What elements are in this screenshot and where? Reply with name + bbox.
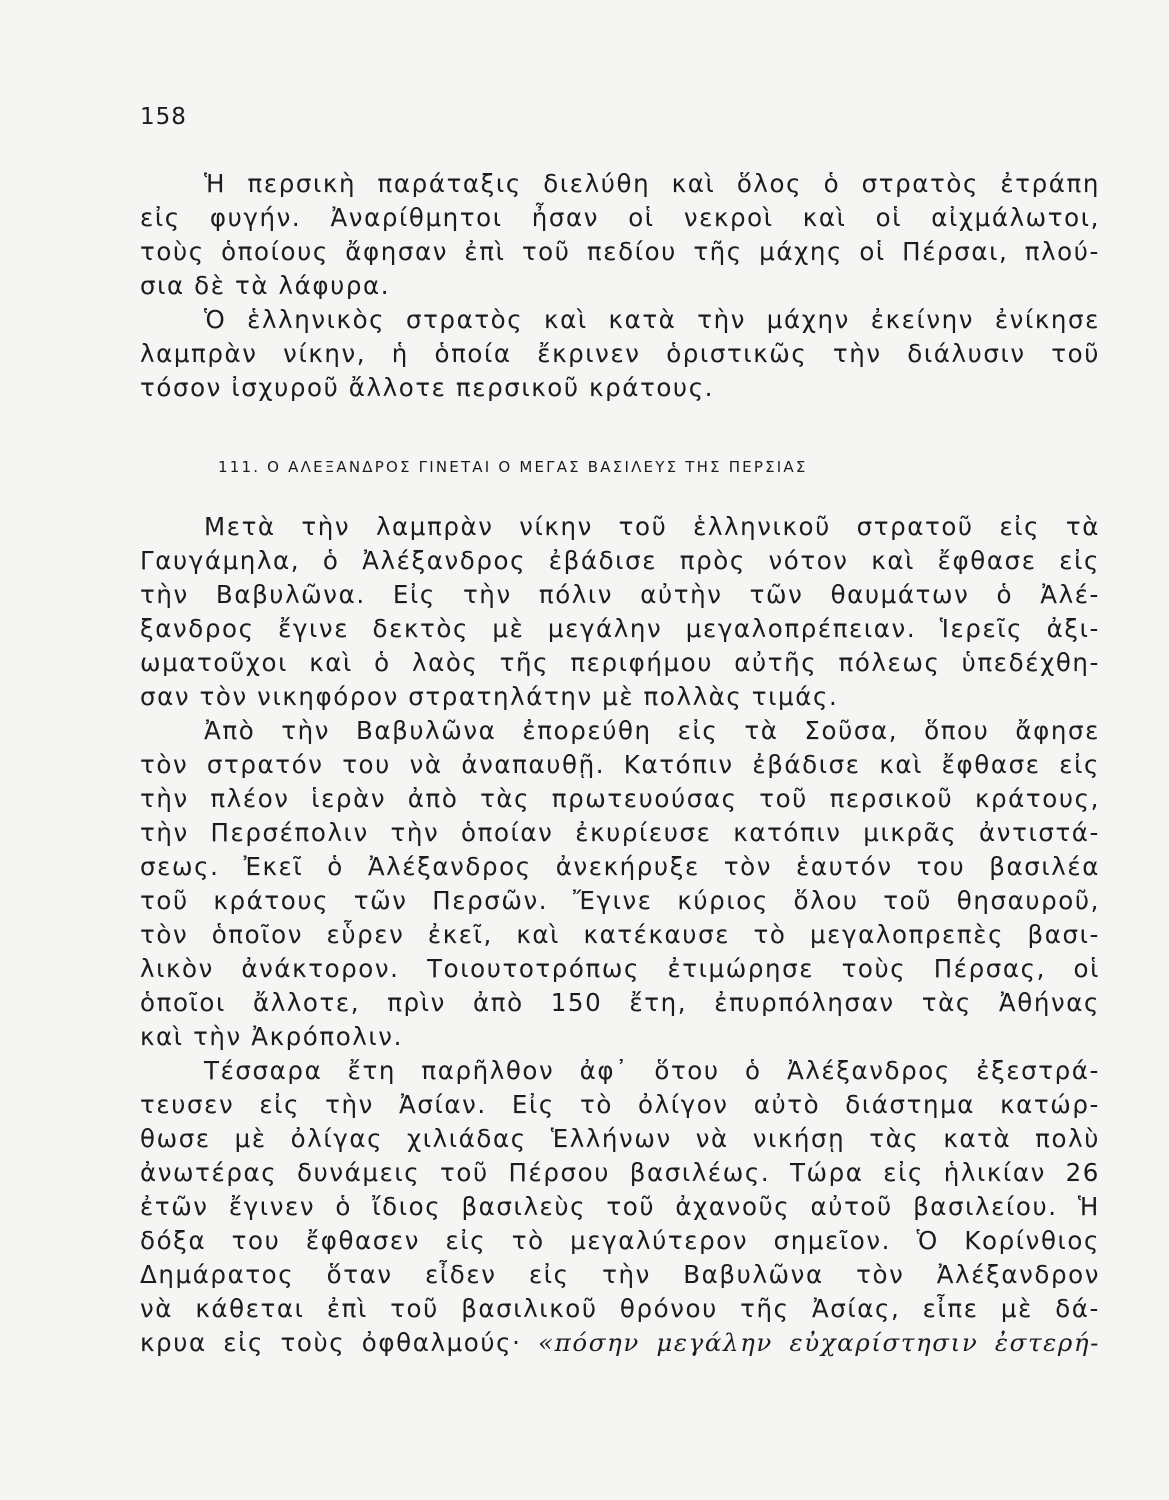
text-line: [140, 884, 1100, 918]
line-text: νὰ κάθεται ἐπὶ τοῦ βασιλικοῦ θρόνου τῆς Ἀσίας, εἶπε μὲ δά-: [140, 1294, 1100, 1323]
line-text: τὸν στρατόν του νὰ ἀναπαυθῇ. Κατόπιν ἐβάδισε καὶ ἔφθασε εἰς: [140, 750, 1100, 779]
text-line: [140, 1054, 1100, 1088]
line-text: Δημάρατος ὅταν εἶδεν εἰς τὴν Βαβυλῶνα τὸν Ἀλέξανδρον: [140, 1260, 1100, 1289]
line-text: τοὺς ὁποίους ἄφησαν ἐπὶ τοῦ πεδίου τῆς μάχης οἱ Πέρσαι, πλού-: [140, 237, 1100, 266]
line-text: τὴν πλέον ἱερὰν ἀπὸ τὰς πρωτευούσας τοῦ περσικοῦ κράτους,: [140, 784, 1100, 813]
text-line: [140, 850, 1100, 884]
line-text: τὴν Περσέπολιν τὴν ὁποίαν ἐκυρίευσε κατόπιν μικρᾶς ἀντιστά-: [140, 818, 1100, 847]
line-text: Ἀπὸ τὴν Βαβυλῶνα ἐπορεύθη εἰς τὰ Σοῦσα, ὅπου ἄφησε: [204, 716, 1100, 745]
text-line: [140, 612, 1100, 646]
line-text: ωματοῦχοι καὶ ὁ λαὸς τῆς περιφήμου αὐτῆς πόλεως ὑπεδέχθη-: [140, 648, 1100, 677]
line-text: τόσον ἰσχυροῦ ἄλλοτε περσικοῦ κράτους.: [140, 373, 715, 402]
text-line: [140, 986, 1100, 1020]
paragraph-block-alexander: [140, 510, 1100, 1360]
text-line: [140, 544, 1100, 578]
text-line: [140, 1292, 1100, 1326]
text-line: [140, 167, 1100, 201]
text-line: [140, 816, 1100, 850]
text-line: [140, 714, 1100, 748]
text-line: [140, 269, 1100, 303]
line-text: ξανδρος ἔγινε δεκτὸς μὲ μεγάλην μεγαλοπρέπειαν. Ἱερεῖς ἀξι-: [140, 614, 1100, 643]
line-text: καὶ τὴν Ἀκρόπολιν.: [140, 1022, 403, 1051]
paragraph-block-battle: [140, 167, 1100, 405]
text-line: [140, 510, 1100, 544]
section-heading: 111. Ο ΑΛΕΞΑΝΔΡΟΣ ΓΙΝΕΤΑΙ Ο ΜΕΓΑΣ ΒΑΣΙΛΕΥΣ ΤΗΣ ΠΕΡΣΙΑΣ: [218, 458, 808, 476]
line-text: σια δὲ τὰ λάφυρα.: [140, 271, 391, 300]
line-text: ἐτῶν ἔγινεν ὁ ἴδιος βασιλεὺς τοῦ ἀχανοῦς αὐτοῦ βασιλείου. Ἡ: [140, 1192, 1100, 1221]
line-text: τὴν Βαβυλῶνα. Εἰς τὴν πόλιν αὐτὴν τῶν θαυμάτων ὁ Ἀλέ-: [140, 580, 1100, 609]
line-text: δόξα του ἔφθασεν εἰς τὸ μεγαλύτερον σημεῖον. Ὁ Κορίνθιος: [140, 1226, 1100, 1255]
line-text: θωσε μὲ ὀλίγας χιλιάδας Ἑλλήνων νὰ νικήσῃ τὰς κατὰ πολὺ: [140, 1124, 1100, 1153]
line-text: Τέσσαρα ἔτη παρῆλθον ἀφ᾽ ὅτου ὁ Ἀλέξανδρος ἐξεστρά-: [204, 1056, 1100, 1085]
text-line: [140, 1088, 1100, 1122]
line-text: τὸν ὁποῖον εὗρεν ἐκεῖ, καὶ κατέκαυσε τὸ μεγαλοπρεπὲς βασι-: [140, 920, 1100, 949]
line-text: ὁποῖοι ἄλλοτε, πρὶν ἀπὸ 150 ἔτη, ἐπυρπόλησαν τὰς Ἀθήνας: [140, 988, 1100, 1017]
line-text: σαν τὸν νικηφόρον στρατηλάτην μὲ πολλὰς τιμάς.: [140, 682, 839, 711]
text-line: [140, 337, 1100, 371]
line-text: ἀνωτέρας δυνάμεις τοῦ Πέρσου βασιλέως. Τώρα εἰς ἡλικίαν 26: [140, 1158, 1100, 1187]
text-line: [140, 748, 1100, 782]
line-text: Ὁ ἑλληνικὸς στρατὸς καὶ κατὰ τὴν μάχην ἐκείνην ἐνίκησε: [204, 305, 1100, 334]
line-text: Μετὰ τὴν λαμπρὰν νίκην τοῦ ἑλληνικοῦ στρατοῦ εἰς τὰ: [204, 512, 1100, 541]
text-line: [140, 952, 1100, 986]
text-line: [140, 1326, 1100, 1360]
text-line: [140, 1224, 1100, 1258]
line-text: λαμπρὰν νίκην, ἡ ὁποία ἔκρινεν ὁριστικῶς τὴν διάλυσιν τοῦ: [140, 339, 1100, 368]
text-line: [140, 918, 1100, 952]
text-line: [140, 371, 1100, 405]
text-line: [140, 235, 1100, 269]
line-text: Ἡ περσικὴ παράταξις διελύθη καὶ ὅλος ὁ στρατὸς ἐτράπη: [204, 169, 1100, 198]
text-line: [140, 1122, 1100, 1156]
text-line: [140, 1258, 1100, 1292]
line-text: σεως. Ἐκεῖ ὁ Ἀλέξανδρος ἀνεκήρυξε τὸν ἑαυτόν του βασιλέα: [140, 852, 1100, 881]
text-line: [140, 680, 1100, 714]
line-text: τευσεν εἰς τὴν Ἀσίαν. Εἰς τὸ ὀλίγον αὐτὸ διάστημα κατώρ-: [140, 1090, 1100, 1119]
text-line: [140, 782, 1100, 816]
line-text: κρυα εἰς τοὺς ὀφθαλμούς·: [140, 1328, 522, 1357]
text-line: [140, 1190, 1100, 1224]
line-text: Γαυγάμηλα, ὁ Ἀλέξανδρος ἐβάδισε πρὸς νότον καὶ ἔφθασε εἰς: [140, 546, 1100, 575]
text-line: [140, 201, 1100, 235]
line-text: λικὸν ἀνάκτορον. Τοιουτοτρόπως ἐτιμώρησε τοὺς Πέρσας, οἱ: [140, 954, 1100, 983]
page-number: 158: [140, 104, 187, 130]
text-line: [140, 646, 1100, 680]
text-line: [140, 303, 1100, 337]
text-line: [140, 1156, 1100, 1190]
line-text: εἰς φυγήν. Ἀναρίθμητοι ἦσαν οἱ νεκροὶ καὶ οἱ αἰχμάλωτοι,: [140, 203, 1100, 232]
text-line: [140, 1020, 1100, 1054]
quote-text: «πόσην μεγάλην εὐχαρίστησιν ἐστερή-: [538, 1328, 1100, 1357]
line-text: τοῦ κράτους τῶν Περσῶν. Ἔγινε κύριος ὅλου τοῦ θησαυροῦ,: [140, 886, 1100, 915]
text-line: [140, 578, 1100, 612]
